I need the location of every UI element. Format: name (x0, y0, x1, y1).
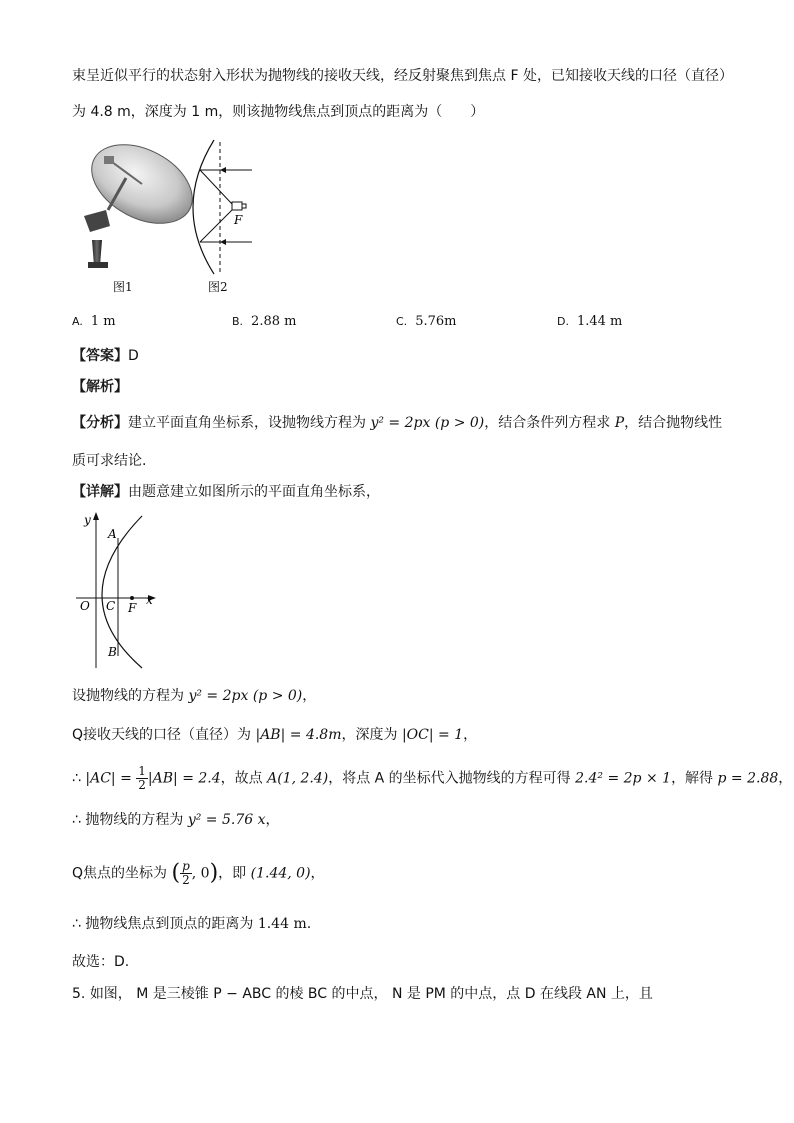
answer-tag: 【答案】 (72, 348, 128, 364)
x-axis-label: x (146, 593, 153, 607)
fenxi-line-2: 质可求结论. (72, 453, 147, 469)
figure-1-caption: 图1 (113, 280, 133, 294)
option-a[interactable]: A. 1 m (72, 314, 116, 329)
step-3: ∴ |AC| = $\frac{1}{2}$ |AB| = 2.4，故点 A(1, 2.4)，将点 A 的坐标代入抛物线的方程可得 2.4² = 2p × 1，解得 p = 2.88， (72, 764, 793, 792)
step-5: Q焦点的坐标为 ( $\frac{p}{2}$ , 0)，即 (1.44, 0)， (72, 859, 325, 887)
focus-label-f: F (234, 213, 243, 227)
focus-f-label: F (128, 601, 137, 615)
point-a-label: A (108, 527, 117, 541)
option-c[interactable]: C. 5.76m (396, 314, 457, 329)
point-b-label: B (108, 645, 117, 659)
figure-2-caption: 图2 (208, 280, 228, 294)
parabola-equation: y² = 2px (p > 0) (370, 415, 485, 431)
point-c-label: C (106, 599, 116, 613)
analysis-heading: 【解析】 (72, 379, 128, 395)
parabola-reflection-diagram (180, 138, 260, 278)
question-5: 5. 如图， M 是三棱锥 P − ABC 的棱 BC 的中点， N 是 PM 的中点，点 D 在线段 AN 上，且 (72, 986, 653, 1002)
y-axis-label: y (84, 513, 91, 527)
step-6: ∴ 抛物线焦点到顶点的距离为 1.44 m. (72, 916, 312, 932)
step-2: Q接收天线的口径（直径）为 |AB| = 4.8m，深度为 |OC| = 1， (72, 727, 478, 743)
origin-label: O (80, 599, 90, 613)
answer-value: D (128, 348, 139, 364)
step-4: ∴ 抛物线的方程为 y² = 5.76 x， (72, 812, 280, 828)
option-d[interactable]: D. 1.44 m (557, 314, 623, 329)
final-choice: 故选：D. (72, 954, 130, 970)
question-text-line-2: 为 4.8 m，深度为 1 m，则该抛物线焦点到顶点的距离为（ ） (72, 104, 485, 120)
option-b[interactable]: B. 2.88 m (232, 314, 297, 329)
question-text-line-1: 束呈近似平行的状态射入形状为抛物线的接收天线，经反射聚焦到焦点 F 处，已知接收天线的口径（直径） (72, 68, 733, 84)
answer-line (72, 346, 139, 366)
xiangjie-line: 【详解】由题意建立如图所示的平面直角坐标系， (72, 484, 380, 500)
step-1: 设抛物线的方程为 y² = 2px (p > 0)， (72, 688, 317, 704)
coordinate-system-figure (72, 510, 162, 672)
fenxi-line-1: 【分析】建立平面直角坐标系，设抛物线方程为 y² = 2px (p > 0)，结合条件列方程求 P，结合抛物线性 (72, 415, 723, 431)
